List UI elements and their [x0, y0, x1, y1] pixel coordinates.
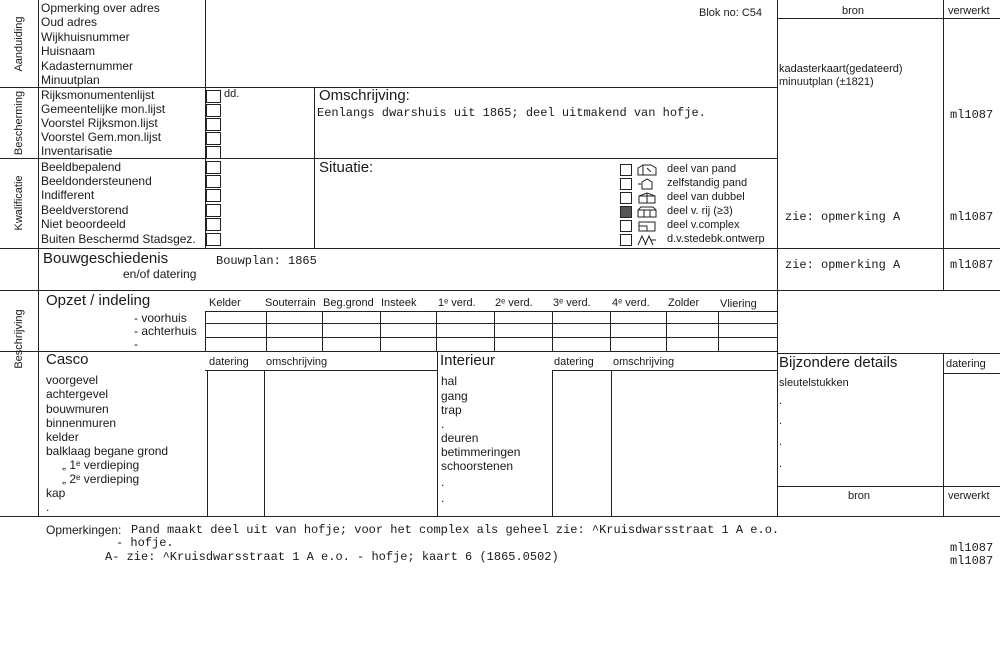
opmerkingen-line3: A- zie: ^Kruisdwarsstraat 1 A e.o. - hofje; kaart 6 (1865.0502) — [105, 550, 559, 564]
aanduiding-row: Oud adres — [41, 15, 98, 29]
bouwgeschiedenis-label: Bouwgeschiedenis — [43, 250, 169, 267]
checkbox-beeldondersteunend[interactable] — [206, 175, 221, 188]
situatie-label-5: d.v.stedebk.ontwerp — [667, 233, 765, 245]
complex-icon — [637, 220, 657, 232]
checkbox-voorstel-gem[interactable] — [206, 132, 221, 145]
opzet-col: Kelder — [209, 297, 241, 309]
aanduiding-row: Huisnaam — [41, 44, 96, 58]
opmerkingen-label: Opmerkingen: — [46, 523, 122, 537]
casco-label: Casco — [46, 351, 89, 368]
casco-row: achtergevel — [46, 387, 109, 401]
bouw-bron: zie: opmerking A — [785, 258, 901, 272]
checkbox-gemeentelijk[interactable] — [206, 104, 221, 117]
dd-label: dd. — [224, 88, 240, 100]
situatie-checkbox-checked[interactable] — [620, 206, 632, 218]
standalone-building-icon — [637, 178, 657, 190]
bescherming-row: Voorstel Rijksmon.lijst — [41, 116, 158, 130]
opmerkingen-line1: Pand maakt deel uit van hofje; voor het complex als geheel zie: ^Kruisdwarsstraat 1 A e.o. — [131, 523, 780, 537]
situatie-label: Situatie: — [319, 159, 374, 176]
opzet-row: - voorhuis — [134, 311, 187, 325]
opzet-col: 4ᵉ verd. — [612, 297, 650, 309]
blok-label: Blok no: C54 — [699, 7, 762, 19]
bijzondere-row: . — [779, 458, 783, 470]
bron-kadasterkaart: kadasterkaart(gedateerd) — [779, 63, 903, 75]
opzet-col: Insteek — [381, 297, 417, 309]
opmerkingen-verwerkt-2: ml1087 — [950, 554, 994, 568]
casco-row: kap — [46, 486, 66, 500]
omschrijving-text: Eenlangs dwarshuis uit 1865; deel uitmakend van hofje. — [317, 106, 706, 120]
bouwplan-text: Bouwplan: 1865 — [216, 254, 317, 268]
double-house-icon — [637, 192, 657, 204]
section-label-bescherming: Bescherming — [13, 90, 25, 156]
interieur-row: hal — [441, 374, 458, 388]
opzet-col: Vliering — [720, 298, 757, 310]
bouw-verwerkt: ml1087 — [950, 258, 994, 272]
kwalificatie-verwerkt: ml1087 — [950, 210, 994, 224]
aanduiding-row: Kadasternummer — [41, 59, 134, 73]
situatie-label-4: deel v.complex — [667, 219, 740, 231]
bron-header: bron — [842, 5, 865, 17]
checkbox-inventarisatie[interactable] — [206, 146, 221, 159]
opzet-col: Souterrain — [265, 297, 316, 309]
casco-row: kelder — [46, 430, 79, 444]
interieur-row: deuren — [441, 431, 479, 445]
section-label-aanduiding: Aanduiding — [13, 16, 25, 72]
opzet-col: 3ᵉ verd. — [553, 297, 591, 309]
opzet-row: - — [134, 337, 138, 351]
casco-row: „ 1ᵉ verdieping — [62, 458, 140, 472]
section-label-beschrijving: Beschrijving — [13, 309, 25, 369]
urban-design-icon — [637, 234, 657, 246]
situatie-label-2: deel van dubbel — [667, 191, 745, 203]
bescherming-row: Gemeentelijke mon.lijst — [41, 102, 166, 116]
aanduiding-row: Opmerking over adres — [41, 1, 160, 15]
casco-row: voorgevel — [46, 373, 99, 387]
interieur-row: schoorstenen — [441, 459, 514, 473]
opzet-col: Beg.grond — [323, 297, 374, 309]
casco-row: binnenmuren — [46, 416, 117, 430]
casco-row: „ 2ᵉ verdieping — [62, 472, 140, 486]
kwalificatie-bron: zie: opmerking A — [785, 210, 901, 224]
interieur-row: . — [441, 417, 445, 431]
bijzondere-datering-col: datering — [946, 358, 986, 370]
kwalificatie-row: Beeldondersteunend — [41, 174, 152, 188]
interieur-datering-col: datering — [554, 356, 594, 368]
situatie-label-1: zelfstandig pand — [667, 177, 748, 189]
aanduiding-row: Wijkhuisnummer — [41, 30, 130, 44]
pand-part-icon — [637, 164, 657, 176]
checkbox-buiten-beschermd[interactable] — [206, 233, 221, 246]
checkbox-niet-beoordeeld[interactable] — [206, 218, 221, 231]
bijzondere-row: . — [779, 415, 783, 427]
casco-row: balklaag begane grond — [46, 444, 169, 458]
situatie-checkbox[interactable] — [620, 178, 632, 190]
interieur-row: . — [441, 475, 445, 489]
checkbox-indifferent[interactable] — [206, 189, 221, 202]
bescherming-row: Inventarisatie — [41, 144, 113, 158]
bijzondere-label: Bijzondere details — [779, 354, 898, 371]
interieur-row: gang — [441, 389, 468, 403]
bijzondere-row: . — [779, 395, 783, 407]
situatie-checkbox[interactable] — [620, 234, 632, 246]
kwalificatie-row: Niet beoordeeld — [41, 217, 126, 231]
bescherming-verwerkt: ml1087 — [950, 108, 994, 122]
datering-sub: en/of datering — [123, 267, 197, 281]
situatie-label-0: deel van pand — [667, 163, 737, 175]
bijzondere-row: . — [779, 436, 783, 448]
row-houses-icon — [637, 206, 657, 218]
aanduiding-row: Minuutplan — [41, 73, 100, 87]
kwalificatie-row: Indifferent — [41, 188, 95, 202]
checkbox-beeldverstorend[interactable] — [206, 204, 221, 217]
interieur-row: . — [441, 491, 445, 505]
bron-minuutplan: minuutplan (±1821) — [779, 76, 874, 88]
opzet-col: Zolder — [668, 297, 700, 309]
situatie-checkbox[interactable] — [620, 192, 632, 204]
interieur-omschrijving-col: omschrijving — [613, 356, 675, 368]
bescherming-row: Voorstel Gem.mon.lijst — [41, 130, 162, 144]
bijzondere-bron-header: bron — [848, 490, 871, 502]
interieur-row: trap — [441, 403, 462, 417]
bijzondere-row: sleutelstukken — [779, 377, 849, 389]
opmerkingen-line2: - hofje. — [116, 536, 174, 550]
kwalificatie-row: Buiten Beschermd Stadsgez. — [41, 232, 196, 246]
checkbox-beeldbepalend[interactable] — [206, 161, 221, 174]
interieur-label: Interieur — [440, 352, 496, 369]
section-label-kwalificatie: Kwalificatie — [13, 175, 25, 231]
kwalificatie-row: Beeldverstorend — [41, 203, 129, 217]
checkbox-voorstel-rijks[interactable] — [206, 118, 221, 131]
omschrijving-label: Omschrijving: — [319, 87, 410, 104]
casco-datering-col: datering — [209, 356, 249, 368]
verwerkt-header: verwerkt — [948, 5, 990, 17]
bijzondere-verwerkt-header: verwerkt — [948, 490, 990, 502]
casco-omschrijving-col: omschrijving — [266, 356, 328, 368]
opzet-col: 2ᵉ verd. — [495, 297, 533, 309]
opmerkingen-verwerkt-1: ml1087 — [950, 541, 994, 555]
casco-row: bouwmuren — [46, 402, 109, 416]
bescherming-row: Rijksmonumentenlijst — [41, 88, 155, 102]
situatie-label-3: deel v. rij (≥3) — [667, 205, 733, 217]
casco-row: . — [46, 500, 50, 514]
checkbox-rijksmonument[interactable] — [206, 90, 221, 103]
kwalificatie-row: Beeldbepalend — [41, 160, 122, 174]
situatie-checkbox[interactable] — [620, 220, 632, 232]
interieur-row: betimmeringen — [441, 445, 521, 459]
opzet-row: - achterhuis — [134, 324, 197, 338]
situatie-checkbox[interactable] — [620, 164, 632, 176]
opzet-col: 1ᵉ verd. — [438, 297, 476, 309]
opzet-label: Opzet / indeling — [46, 292, 151, 309]
